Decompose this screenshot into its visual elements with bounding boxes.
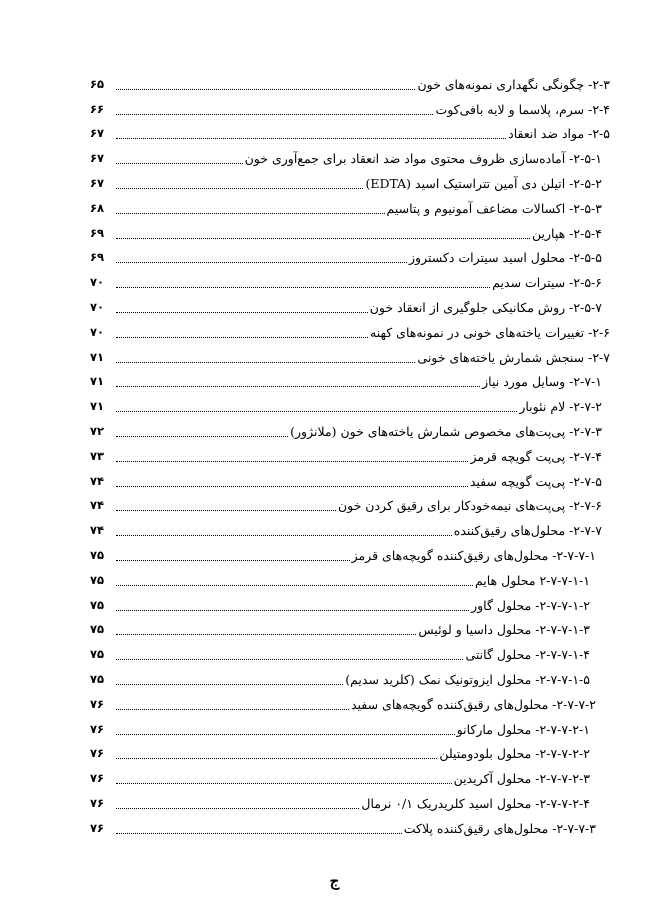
dot-leader: [116, 609, 469, 611]
toc-entry-title: ۲-۷-۷-۳- محلول‌های رقیق‌کننده پلاکت: [403, 820, 596, 836]
toc-entry[interactable]: [90, 144, 610, 169]
toc-entry-page: ۷۶: [90, 820, 105, 835]
dot-leader: [116, 485, 468, 487]
dot-leader: [116, 435, 288, 437]
toc-entry-title: ۲-۷-۷-۲-۴- محلول اسید کلریدریک ۰/۱ نرمال: [361, 795, 590, 811]
toc-entry[interactable]: [90, 169, 610, 194]
toc-entry[interactable]: [90, 219, 610, 244]
toc-entry[interactable]: [90, 715, 610, 740]
toc-entry-page: ۷۵: [90, 622, 105, 637]
toc-entry[interactable]: [90, 616, 610, 641]
dot-leader: [116, 757, 437, 759]
dot-leader: [116, 212, 385, 214]
dot-leader: [116, 584, 473, 586]
toc-entry-title: ۲-۴- سرم، پلاسما و لایه بافی‌کوت: [435, 101, 610, 117]
toc-entry-title: ۲-۷-۳- پی‌پت‌های مخصوص شمارش یاخته‌های خون (ملانژور): [290, 423, 602, 439]
toc-entry[interactable]: [90, 690, 610, 715]
toc-entry[interactable]: [90, 268, 610, 293]
toc-entry-title: ۲-۵-۵- محلول اسید سیترات دکستروز: [409, 250, 602, 266]
toc-entry-title: ۲-۷-۷-۲-۳- محلول آکریدین: [453, 771, 590, 787]
dot-leader: [116, 261, 407, 263]
toc-entry-title: ۲-۷-۷-۱-۴- محلول گانتی: [465, 647, 590, 663]
dot-leader: [116, 137, 506, 139]
dot-leader: [116, 336, 368, 338]
toc-entry[interactable]: [90, 194, 610, 219]
toc-entry[interactable]: [90, 343, 610, 368]
dot-leader: [116, 162, 243, 164]
dot-leader: [116, 460, 468, 462]
toc-entry-title: ۲-۵-۷- روش مکانیکی جلوگیری از انعقاد خون: [369, 299, 602, 315]
toc-entry[interactable]: [90, 392, 610, 417]
toc-entry-page: ۷۵: [90, 647, 105, 662]
dot-leader: [116, 683, 343, 685]
dot-leader: [116, 733, 455, 735]
toc-entry-title: ۲-۷-۵- پی‌پت گویچه سفید: [469, 473, 602, 489]
table-of-contents: [90, 70, 610, 839]
toc-entry[interactable]: [90, 442, 610, 467]
toc-entry-title: ۲-۷-۷-۲- محلول‌های رقیق‌کننده گویچه‌های سفید: [350, 696, 596, 712]
toc-entry[interactable]: [90, 318, 610, 343]
toc-entry-page: ۷۶: [90, 696, 105, 711]
toc-entry[interactable]: [90, 95, 610, 120]
toc-entry-page: ۷۶: [90, 795, 105, 810]
toc-entry-page: ۶۷: [90, 126, 105, 141]
toc-entry[interactable]: [90, 70, 610, 95]
toc-entry-page: ۷۴: [90, 523, 105, 538]
toc-entry[interactable]: [90, 541, 610, 566]
toc-entry-title: ۲-۳- چگونگی نگهداری نمونه‌های خون: [417, 76, 610, 92]
dot-leader: [116, 534, 452, 536]
toc-entry-title: ۲-۷- سنجش شمارش یاخته‌های خونی: [417, 349, 610, 365]
toc-entry-title: ۲-۶- تغییرات یاخته‌های خونی در نمونه‌های کهنه: [370, 324, 610, 340]
toc-entry-page: ۷۱: [90, 374, 105, 389]
toc-entry[interactable]: [90, 764, 610, 789]
dot-leader: [116, 311, 368, 313]
toc-entry-title: ۲-۷-۷-۲-۲- محلول بلودومتیلن: [439, 746, 590, 762]
toc-entry-page: ۷۰: [90, 299, 105, 314]
toc-entry[interactable]: [90, 789, 610, 814]
toc-entry-title: ۲-۷-۷-۱-۳- محلول داسیا و لوئیس: [418, 622, 590, 638]
toc-entry-title: ۲-۵-۱- آماده‌سازی ظروف محتوی مواد ضد انعقاد برای جمع‌آوری خون: [244, 151, 602, 167]
dot-leader: [116, 286, 490, 288]
dot-leader: [116, 832, 402, 834]
toc-entry-title: ۲-۷-۴- پی‌پت گویچه قرمز: [470, 448, 602, 464]
toc-entry[interactable]: [90, 120, 610, 145]
dot-leader: [116, 633, 416, 635]
toc-entry-title: ۲-۵-۲- اتیلن دی آمین تتراستیک اسید (EDTA): [365, 175, 602, 191]
toc-entry[interactable]: [90, 417, 610, 442]
toc-entry-title: ۲-۷-۶- پی‌پت‌های نیمه‌خودکار برای رقیق کردن خون: [337, 498, 602, 514]
toc-entry-title: ۲-۵-۴- هپارین: [532, 225, 602, 241]
dot-leader: [116, 410, 517, 412]
toc-entry[interactable]: [90, 293, 610, 318]
toc-entry-page: ۷۱: [90, 349, 105, 364]
toc-entry[interactable]: [90, 516, 610, 541]
toc-entry-page: ۷۱: [90, 399, 105, 414]
toc-entry-page: ۷۴: [90, 498, 105, 513]
dot-leader: [116, 782, 452, 784]
toc-entry-page: ۷۶: [90, 721, 105, 736]
toc-entry-title: ۲-۷-۷-۱-۲- محلول گاور: [471, 597, 590, 613]
toc-entry-page: ۶۷: [90, 175, 105, 190]
dot-leader: [116, 361, 415, 363]
dot-leader: [116, 658, 463, 660]
toc-entry[interactable]: [90, 740, 610, 765]
toc-entry-title: ۲-۷-۱- وسایل مورد نیاز: [482, 374, 602, 390]
toc-entry-page: ۷۵: [90, 547, 105, 562]
toc-entry[interactable]: [90, 244, 610, 269]
toc-entry-page: ۶۷: [90, 151, 105, 166]
toc-entry[interactable]: [90, 665, 610, 690]
toc-entry-page: ۷۵: [90, 671, 105, 686]
toc-entry-page: ۷۶: [90, 746, 105, 761]
dot-leader: [116, 807, 359, 809]
toc-entry-page: ۷۵: [90, 597, 105, 612]
toc-entry-page: ۶۹: [90, 225, 105, 240]
toc-entry-title: ۲-۷-۷-۱-۱ محلول هایم: [474, 572, 590, 588]
toc-entry-title: ۲-۷-۷-۱- محلول‌های رقیق‌کننده گویچه‌های قرمز: [351, 547, 596, 563]
toc-entry-title: ۲-۵- مواد ضد انعقاد: [508, 126, 610, 142]
dot-leader: [116, 509, 336, 511]
page-number: ج: [329, 872, 340, 890]
toc-entry-title: ۲-۷-۷- محلول‌های رقیق‌کننده: [453, 523, 602, 539]
toc-entry-title: ۲-۵-۶- سیترات سدیم: [492, 275, 602, 291]
toc-entry[interactable]: [90, 566, 610, 591]
toc-entry[interactable]: [90, 467, 610, 492]
dot-leader: [116, 88, 415, 90]
dot-leader: [116, 708, 349, 710]
toc-entry-page: ۶۶: [90, 101, 105, 116]
toc-entry-title: ۲-۷-۷-۱-۵- محلول ایزوتونیک نمک (کلرید سدیم): [345, 671, 590, 687]
toc-entry-page: ۷۲: [90, 423, 105, 438]
toc-entry-page: ۷۴: [90, 473, 105, 488]
dot-leader: [116, 237, 530, 239]
dot-leader: [116, 559, 350, 561]
toc-entry-title: ۲-۷-۷-۲-۱- محلول مارکانو: [456, 721, 590, 737]
toc-entry-page: ۶۹: [90, 250, 105, 265]
dot-leader: [116, 187, 363, 189]
toc-entry[interactable]: [90, 814, 610, 839]
toc-entry-page: ۷۶: [90, 771, 105, 786]
dot-leader: [116, 113, 433, 115]
toc-entry[interactable]: [90, 368, 610, 393]
toc-entry[interactable]: [90, 640, 610, 665]
toc-entry-page: ۶۵: [90, 76, 105, 91]
toc-entry-page: ۷۵: [90, 572, 105, 587]
dot-leader: [116, 385, 480, 387]
toc-entry-title: ۲-۵-۳- اکسالات مضاعف آمونیوم و پتاسیم: [386, 200, 602, 216]
toc-entry[interactable]: [90, 591, 610, 616]
toc-entry-page: ۷۳: [90, 448, 105, 463]
toc-entry-page: ۶۸: [90, 200, 105, 215]
toc-entry-title: ۲-۷-۲- لام نئوبار: [519, 399, 602, 415]
toc-entry-page: ۷۰: [90, 324, 105, 339]
toc-entry-page: ۷۰: [90, 275, 105, 290]
toc-entry[interactable]: [90, 492, 610, 517]
